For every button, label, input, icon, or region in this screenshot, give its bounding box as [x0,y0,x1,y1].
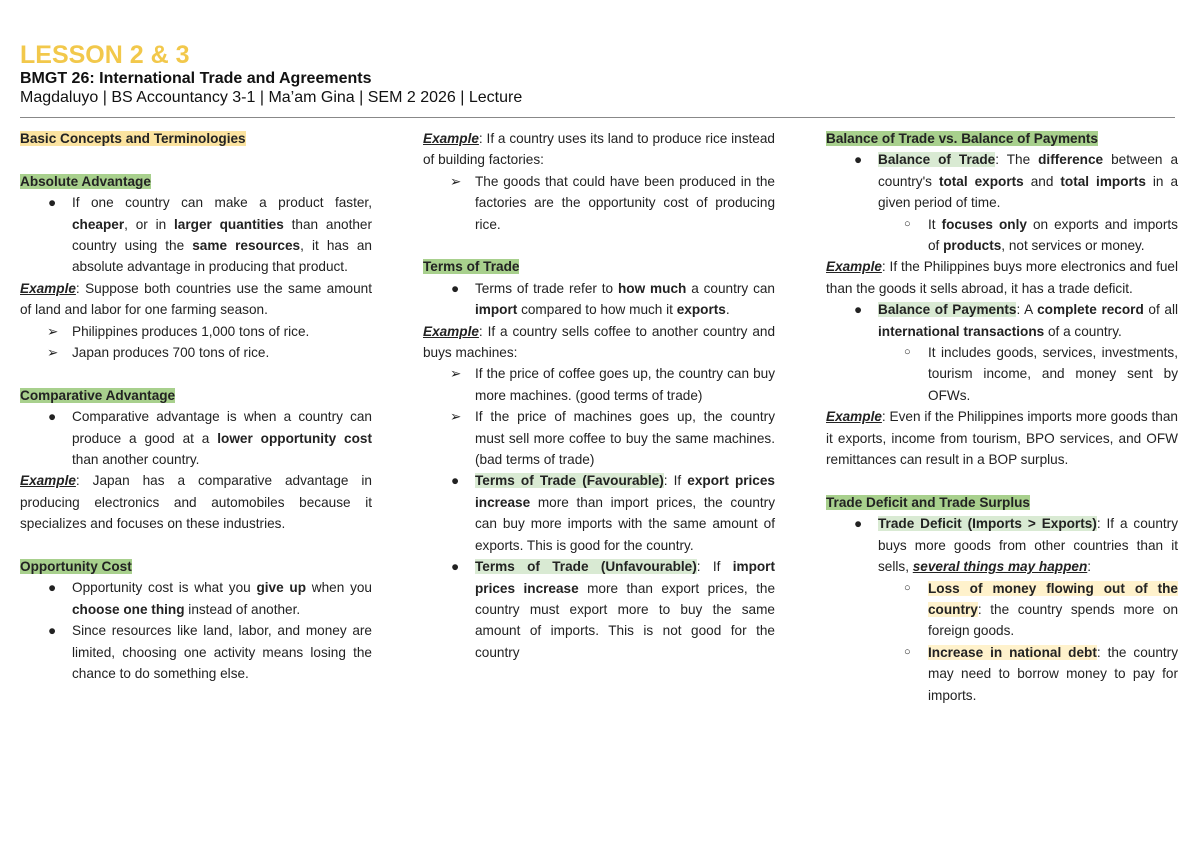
bullet-icon: ● [854,152,863,168]
course-title: BMGT 26: International Trade and Agreements [20,70,372,87]
heading-comparative-advantage: Comparative Advantage [20,387,176,403]
heading-balance-of-trade-vs-payments: Balance of Trade vs. Balance of Payments [826,131,1098,146]
bullet-comparative-advantage: ● Comparative advantage is when a country can produce a good at a lower opportunity cost than another country. [20,406,372,470]
bullet-opportunity-cost-1: ● Opportunity cost is what you give up when you choose one thing instead of another. [20,577,372,620]
arrow-icon: ➢ [47,323,59,339]
arrow-item-machine-price: ➢ If the price of machines goes up, the country must sell more coffee to buy the same machines. (bad terms of trade) [423,406,775,470]
subbullet-national-debt: ○ Increase in national debt: the country may need to borrow money to pay for imports. [826,642,1178,706]
heading-terms-of-trade: Terms of Trade [423,259,520,275]
circle-bullet-icon: ○ [904,217,911,230]
subbullet-bop-includes: ○ It includes goods, services, investments, tourism income, and money sent by OFWs. [826,342,1178,406]
page-header [20,40,1180,108]
bullet-absolute-advantage: ● If one country can make a product faster, cheaper, or in larger quantities than another country using the same resources, it has an absolute advantage in producing that product. [20,192,372,278]
subbullet-focuses-only: ○ It focuses only on exports and imports of products, not services or money. [826,214,1178,257]
arrow-icon: ➢ [450,366,462,382]
heading-trade-deficit-surplus: Trade Deficit and Trade Surplus [826,494,1030,510]
bullet-icon: ● [48,409,57,425]
circle-bullet-icon: ○ [904,581,911,594]
example-absolute-advantage: Example: Suppose both countries use the same amount of land and labor for one farming season. [20,280,372,318]
bullet-balance-of-payments: ● Balance of Payments: A complete record of all international transactions of a country. [826,299,1178,342]
bullet-icon: ● [48,580,57,596]
example-opportunity-cost: Example: If a country uses its land to produce rice instead of building factories: [423,131,775,168]
heading-opportunity-cost: Opportunity Cost [20,559,132,575]
bullet-trade-deficit: ● Trade Deficit (Imports > Exports): If a country buys more goods from other countries than it sells, several things may happen: [826,513,1178,577]
bullet-icon: ● [48,623,57,639]
bullet-terms-of-trade: ● Terms of trade refer to how much a country can import compared to how much it exports. [423,278,775,321]
arrow-icon: ➢ [450,173,462,189]
subbullet-loss-of-money: ○ Loss of money flowing out of the country: the country spends more on foreign goods. [826,578,1178,642]
arrow-item-philippines: ➢ Philippines produces 1,000 tons of rice. [20,321,372,342]
bullet-icon: ● [451,280,460,296]
example-terms-of-trade: Example: If a country sells coffee to another country and buys machines: [423,323,775,361]
bullet-opportunity-cost-2: ● Since resources like land, labor, and money are limited, choosing one activity means losing the chance to do something else. [20,620,372,684]
bullet-balance-of-trade: ● Balance of Trade: The difference between a country's total exports and total imports in a given period of time. [826,149,1178,213]
column-2 [423,128,775,663]
example-comparative-advantage: Example: Japan has a comparative advantage in producing electronics and automobiles because it specializes and focuses on these industries. [20,473,372,532]
arrow-item-japan: ➢ Japan produces 700 tons of rice. [20,342,372,363]
circle-bullet-icon: ○ [904,346,911,359]
bullet-icon: ● [854,302,863,318]
section-heading-basic-concepts: Basic Concepts and Terminologies [20,131,246,146]
arrow-icon: ➢ [450,409,462,425]
example-balance-of-payments: Example: Even if the Philippines imports more goods than it exports, income from tourism, BPO services, and OFW remittances can result in a BOP surplus. [826,409,1178,468]
header-divider [20,117,1175,118]
bullet-terms-unfavourable: ● Terms of Trade (Unfavourable): If import prices increase more than export prices, the country must export more to buy the same amount of imports. This is not good for the country [423,556,775,663]
bullet-icon: ● [451,559,460,575]
arrow-item-coffee-price: ➢ If the price of coffee goes up, the country can buy more machines. (good terms of trade) [423,363,775,406]
circle-bullet-icon: ○ [904,645,911,658]
arrow-icon: ➢ [47,345,59,361]
example-balance-of-trade: Example: If the Philippines buys more electronics and fuel than the goods it sells abroad, it has a trade deficit. [826,259,1178,296]
bullet-icon: ● [48,195,57,211]
bullet-icon: ● [451,473,460,489]
arrow-item-factory-goods: ➢ The goods that could have been produced in the factories are the opportunity cost of producing rice. [423,171,775,235]
bullet-terms-favourable: ● Terms of Trade (Favourable): If export prices increase more than import prices, the country can buy more imports with the same amount of exports. This is good for the country. [423,470,775,556]
lesson-title: LESSON 2 & 3 [20,41,190,69]
heading-absolute-advantage: Absolute Advantage [20,173,151,189]
column-1 [20,128,372,685]
bullet-icon: ● [854,516,863,532]
course-subtitle: Magdaluyo | BS Accountancy 3-1 | Ma’am Gina | SEM 2 2026 | Lecture [20,89,523,106]
column-3 [826,128,1178,706]
